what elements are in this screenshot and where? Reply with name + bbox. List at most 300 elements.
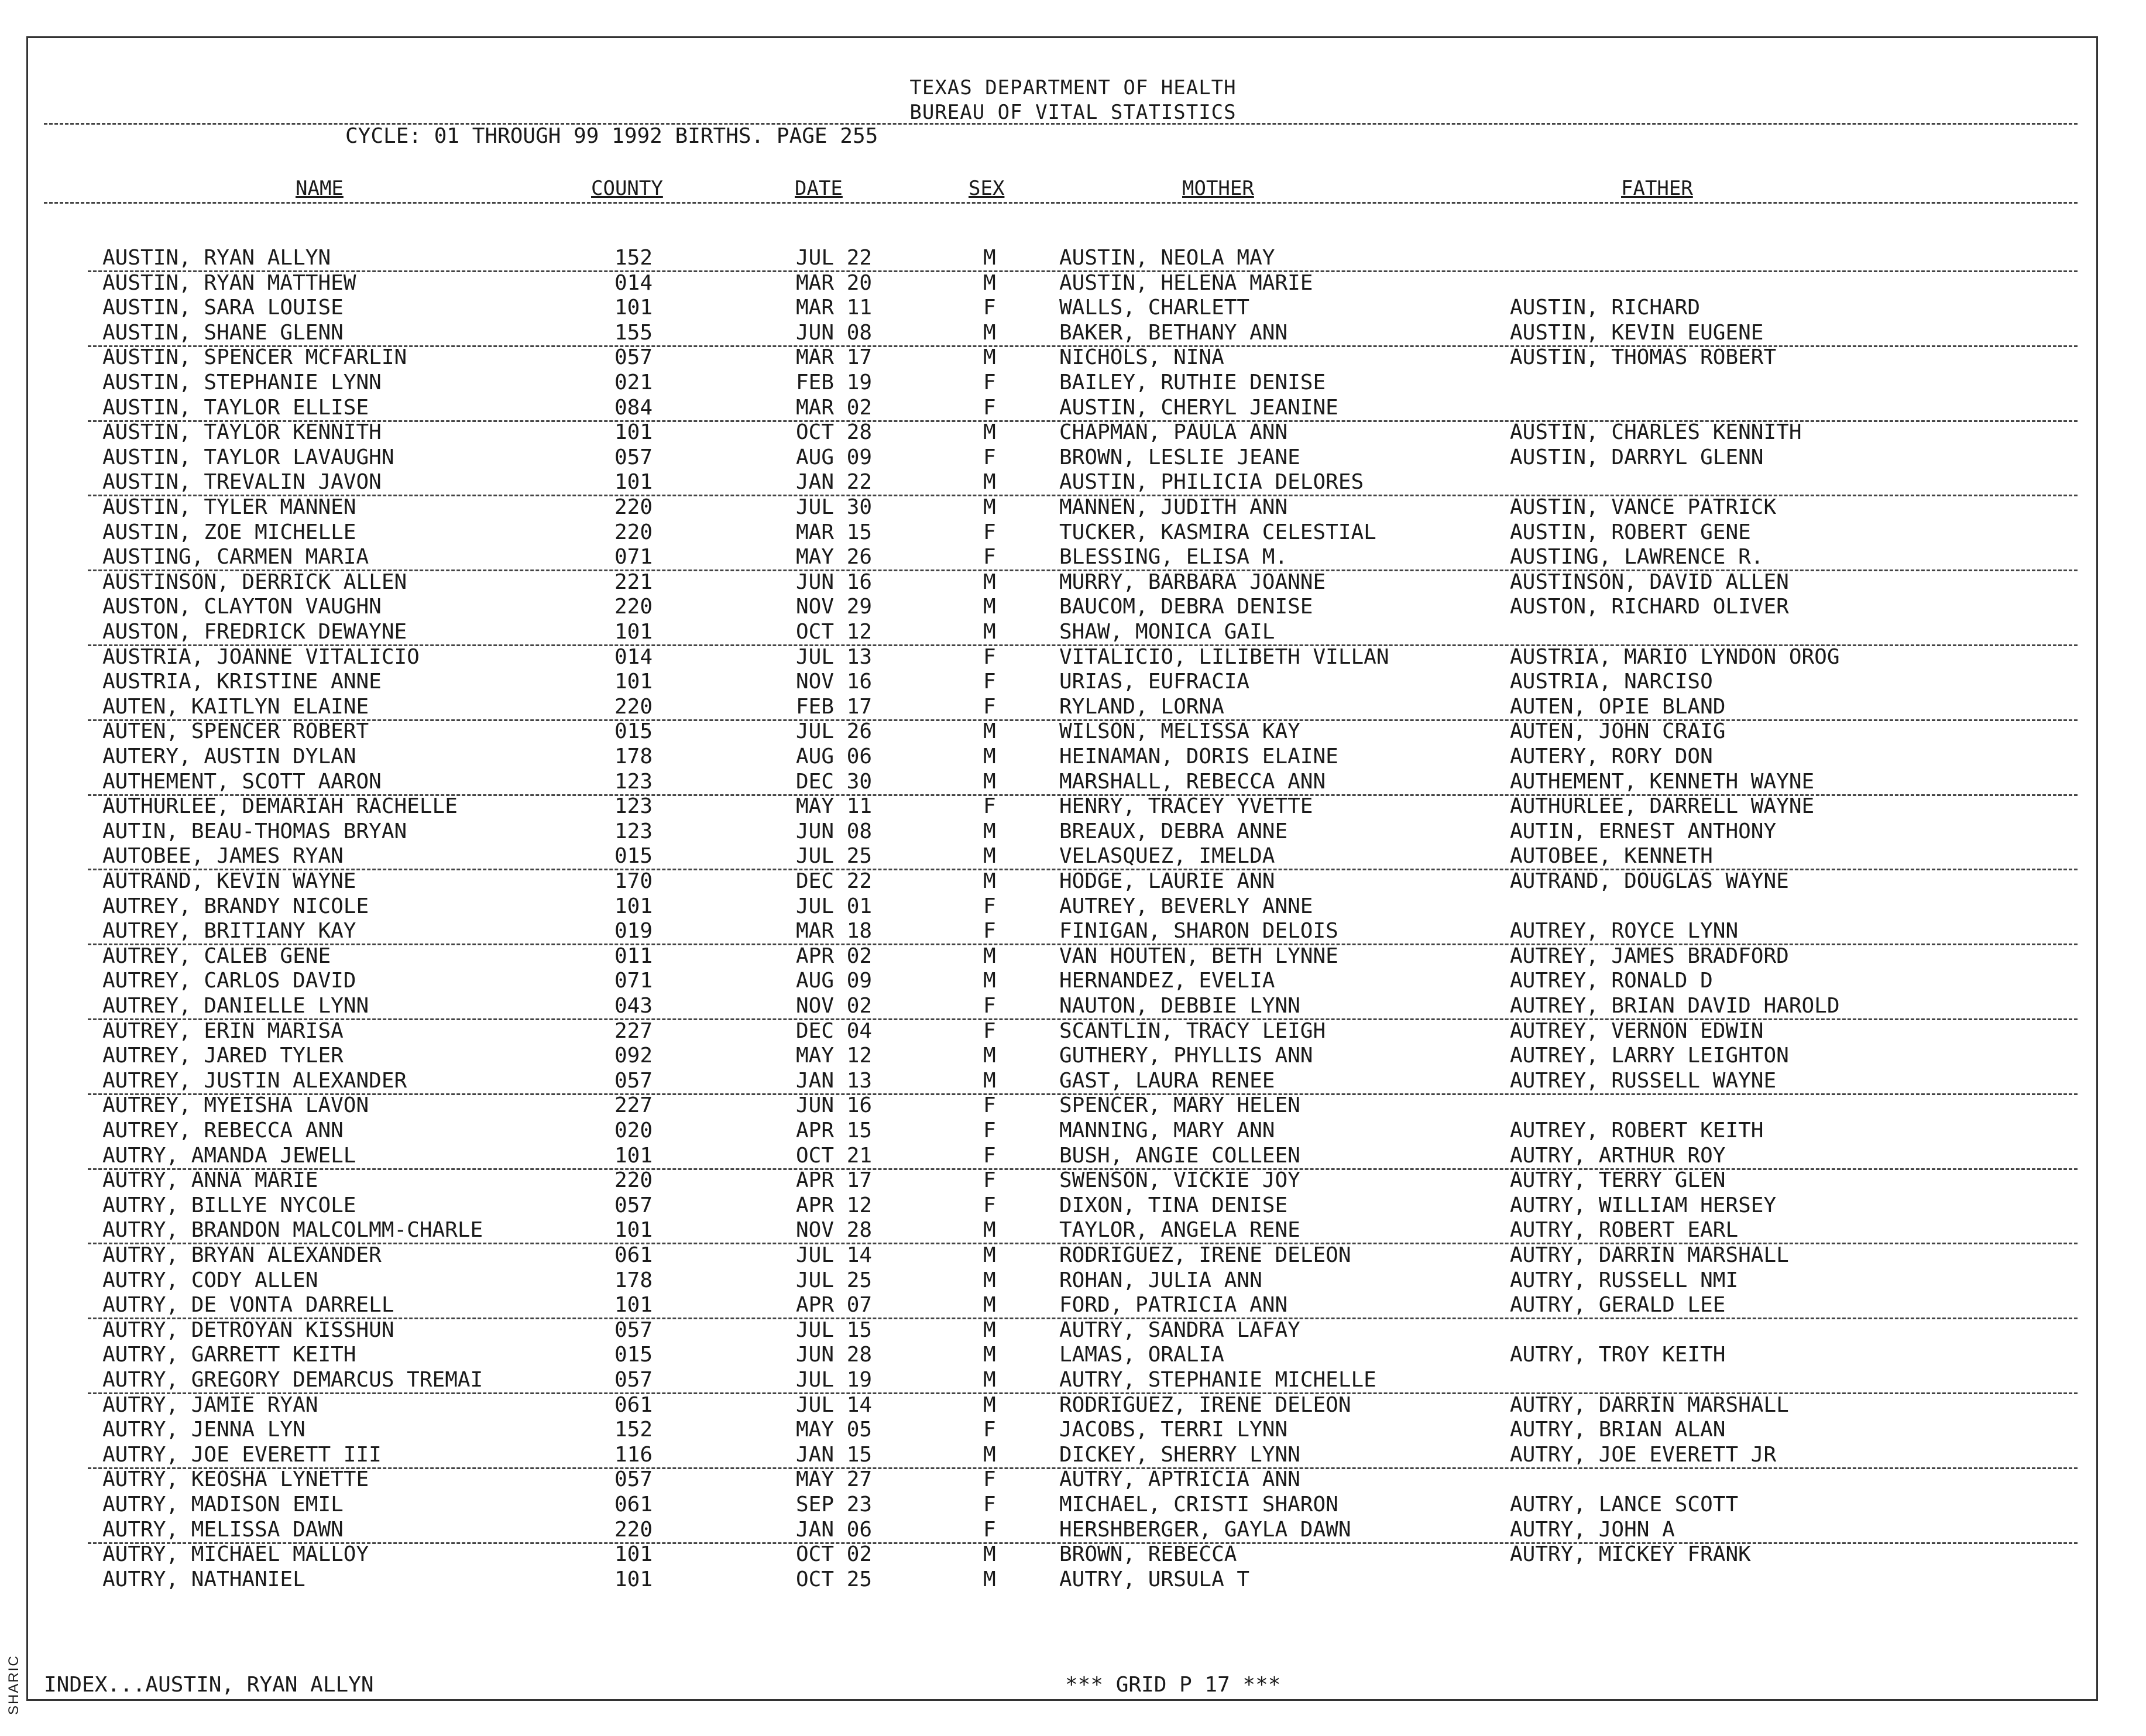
cell-name: AUSTIN, ZOE MICHELLE (102, 520, 356, 544)
cell-sex: M (983, 1044, 996, 1068)
cell-sex: M (983, 470, 996, 495)
cell-father: AUTREY, ROBERT KEITH (1510, 1119, 1764, 1143)
cell-father: AUTRY, TROY KEITH (1510, 1343, 1726, 1367)
cell-mother: JACOBS, TERRI LYNN (1059, 1418, 1288, 1442)
cell-father: AUTHEMENT, KENNETH WAYNE (1510, 769, 1815, 794)
cell-sex: M (983, 1392, 996, 1417)
cell-date: MAR 17 (796, 345, 873, 370)
table-row (88, 1443, 2078, 1469)
cell-name: AUSTIN, TREVALIN JAVON (102, 470, 382, 495)
cell-name: AUTRY, DE VONTA DARRELL (102, 1293, 394, 1318)
cell-date: JUL 19 (796, 1368, 873, 1392)
table-row (88, 745, 2078, 769)
table-row (88, 944, 2078, 969)
column-header-sex: SEX (969, 177, 1005, 200)
table-row (88, 894, 2078, 919)
cell-county: 061 (614, 1243, 653, 1267)
cell-father: AUSTIN, RICHARD (1510, 296, 1701, 320)
cell-father: AUTOBEE, KENNETH (1510, 844, 1713, 869)
cell-mother: SWENSON, VICKIE JOY (1059, 1168, 1300, 1193)
cell-sex: M (983, 719, 996, 744)
cell-county: 227 (614, 1093, 653, 1118)
cell-mother: BAILEY, RUTHIE DENISE (1059, 370, 1326, 394)
cell-father: AUSTIN, ROBERT GENE (1510, 520, 1751, 544)
cell-date: MAY 12 (796, 1044, 873, 1068)
cell-name: AUTRY, BRYAN ALEXANDER (102, 1243, 382, 1267)
cell-sex: M (983, 1218, 996, 1243)
cell-mother: CHAPMAN, PAULA ANN (1059, 420, 1288, 445)
cell-father: AUTREY, LARRY LEIGHTON (1510, 1044, 1789, 1068)
column-header-father: FATHER (1621, 177, 1693, 200)
cell-name: AUTIN, BEAU-THOMAS BRYAN (102, 819, 407, 843)
column-header-rule (44, 202, 2078, 204)
cell-father: AUTERY, RORY DON (1510, 745, 1713, 768)
cell-mother: WALLS, CHARLETT (1059, 296, 1250, 320)
cell-name: AUSTIN, RYAN MATTHEW (102, 270, 356, 295)
cell-name: AUTRY, NATHANIEL (102, 1567, 305, 1591)
cell-name: AUTRY, MADISON EMIL (102, 1493, 344, 1517)
cell-county: 071 (614, 969, 653, 993)
column-header-county: COUNTY (591, 177, 663, 200)
cell-sex: M (983, 745, 996, 768)
agency-title: TEXAS DEPARTMENT OF HEALTH (909, 76, 1237, 100)
cell-date: DEC 04 (796, 1018, 873, 1043)
cell-sex: M (983, 1343, 996, 1367)
table-row (88, 345, 2078, 370)
cell-mother: GUTHERY, PHYLLIS ANN (1059, 1044, 1313, 1068)
cell-father: AUTRY, WILLIAM HERSEY (1510, 1193, 1777, 1217)
table-row (88, 1119, 2078, 1143)
table-row (88, 1318, 2078, 1343)
cell-date: OCT 21 (796, 1143, 873, 1168)
cell-date: MAR 11 (796, 296, 873, 320)
cell-county: 015 (614, 719, 653, 744)
cell-name: AUSTIN, SARA LOUISE (102, 296, 344, 320)
table-row (88, 1493, 2078, 1517)
cell-county: 170 (614, 869, 653, 893)
cell-name: AUTRY, BILLYE NYCOLE (102, 1193, 356, 1217)
cell-sex: F (983, 1418, 996, 1442)
cell-date: APR 02 (796, 944, 873, 968)
cell-father: AUTREY, BRIAN DAVID HAROLD (1510, 994, 1840, 1018)
cell-county: 057 (614, 445, 653, 469)
cell-sex: F (983, 919, 996, 944)
cell-sex: M (983, 1368, 996, 1392)
cell-county: 057 (614, 1368, 653, 1392)
cell-name: AUTREY, BRANDY NICOLE (102, 894, 369, 918)
cell-name: AUTOBEE, JAMES RYAN (102, 844, 344, 869)
cell-mother: MANNEN, JUDITH ANN (1059, 495, 1288, 519)
cell-sex: M (983, 320, 996, 345)
cell-name: AUSTON, FREDRICK DEWAYNE (102, 620, 407, 644)
cell-name: AUSTIN, SHANE GLENN (102, 320, 344, 345)
cell-name: AUSTRIA, JOANNE VITALICIO (102, 644, 420, 669)
cell-county: 011 (614, 944, 653, 968)
cell-sex: F (983, 1119, 996, 1143)
cell-mother: GAST, LAURA RENEE (1059, 1068, 1275, 1093)
cell-date: NOV 02 (796, 994, 873, 1018)
cell-date: OCT 12 (796, 620, 873, 644)
cell-mother: MARSHALL, REBECCA ANN (1059, 769, 1326, 794)
table-row (88, 246, 2078, 272)
cell-mother: VELASQUEZ, IMELDA (1059, 844, 1275, 869)
cell-sex: F (983, 1093, 996, 1118)
table-row (88, 919, 2078, 945)
cell-date: JUL 14 (796, 1392, 873, 1417)
cell-father: AUTEN, OPIE BLAND (1510, 694, 1726, 719)
table-row (88, 1343, 2078, 1367)
cell-name: AUTRY, CODY ALLEN (102, 1268, 318, 1292)
cell-date: JUL 01 (796, 894, 873, 918)
cell-date: AUG 09 (796, 969, 873, 993)
cell-father: AUSTRIA, NARCISO (1510, 670, 1713, 694)
cell-county: 178 (614, 745, 653, 768)
table-row (88, 296, 2078, 320)
cell-name: AUTRAND, KEVIN WAYNE (102, 869, 356, 893)
cell-sex: F (983, 1493, 996, 1517)
cell-name: AUTRY, JOE EVERETT III (102, 1442, 382, 1467)
cell-county: 101 (614, 670, 653, 694)
table-row (88, 570, 2078, 595)
cell-county: 101 (614, 1567, 653, 1591)
cell-sex: F (983, 395, 996, 420)
table-row (88, 1293, 2078, 1319)
cell-mother: AUTREY, BEVERLY ANNE (1059, 894, 1313, 918)
cell-county: 084 (614, 395, 653, 420)
cell-name: AUTREY, BRITIANY KAY (102, 919, 356, 944)
table-row (88, 1168, 2078, 1193)
cell-name: AUTREY, ERIN MARISA (102, 1018, 344, 1043)
cell-name: AUTREY, JARED TYLER (102, 1044, 344, 1068)
table-row (88, 321, 2078, 347)
cell-name: AUTERY, AUSTIN DYLAN (102, 745, 356, 768)
cell-date: JUL 26 (796, 719, 873, 744)
cell-sex: M (983, 769, 996, 794)
cell-county: 220 (614, 1517, 653, 1542)
cell-mother: BAUCOM, DEBRA DENISE (1059, 595, 1313, 619)
cell-county: 015 (614, 1343, 653, 1367)
cell-mother: AUTRY, SANDRA LAFAY (1059, 1318, 1300, 1342)
cell-county: 178 (614, 1268, 653, 1292)
table-row (88, 495, 2078, 520)
cell-county: 057 (614, 1467, 653, 1492)
cell-father: AUTREY, RUSSELL WAYNE (1510, 1068, 1777, 1093)
cell-mother: NICHOLS, NINA (1059, 345, 1224, 370)
cell-name: AUTRY, MICHAEL MALLOY (102, 1542, 369, 1567)
table-row (88, 470, 2078, 496)
cell-father: AUTRY, BRIAN ALAN (1510, 1418, 1726, 1442)
cell-sex: F (983, 1143, 996, 1168)
cell-date: JAN 06 (796, 1517, 873, 1542)
cell-date: FEB 19 (796, 370, 873, 394)
cell-county: 014 (614, 270, 653, 295)
cell-sex: F (983, 1467, 996, 1492)
cell-date: MAR 20 (796, 270, 873, 295)
cell-name: AUSTING, CARMEN MARIA (102, 545, 369, 569)
table-row (88, 695, 2078, 721)
cell-date: APR 15 (796, 1119, 873, 1143)
column-header-date: DATE (795, 177, 843, 200)
cell-name: AUTREY, DANIELLE LYNN (102, 994, 369, 1018)
cell-name: AUSTIN, TYLER MANNEN (102, 495, 356, 519)
cell-sex: F (983, 1168, 996, 1193)
cell-county: 220 (614, 520, 653, 544)
table-row (88, 645, 2078, 670)
table-row (88, 1542, 2078, 1567)
cell-sex: M (983, 345, 996, 370)
cell-mother: SPENCER, MARY HELEN (1059, 1093, 1300, 1118)
table-row (88, 819, 2078, 844)
cell-mother: DIXON, TINA DENISE (1059, 1193, 1288, 1217)
cell-mother: HODGE, LAURIE ANN (1059, 869, 1275, 893)
cell-father: AUTRY, TERRY GLEN (1510, 1168, 1726, 1193)
cell-father: AUTRY, ARTHUR ROY (1510, 1143, 1726, 1168)
cell-sex: M (983, 270, 996, 295)
cell-sex: F (983, 296, 996, 320)
table-row (88, 396, 2078, 422)
table-row (88, 1268, 2078, 1293)
table-row (88, 869, 2078, 894)
cell-date: MAY 26 (796, 545, 873, 569)
cell-mother: RODRIGUEZ, IRENE DELEON (1059, 1243, 1351, 1267)
cell-father: AUSTIN, CHARLES KENNITH (1510, 420, 1802, 445)
cell-mother: MICHAEL, CRISTI SHARON (1059, 1493, 1338, 1517)
cell-date: NOV 16 (796, 670, 873, 694)
cell-name: AUTRY, AMANDA JEWELL (102, 1143, 356, 1168)
cell-sex: M (983, 1318, 996, 1342)
table-row (88, 620, 2078, 646)
cell-county: 101 (614, 1143, 653, 1168)
table-row (88, 1044, 2078, 1068)
table-row (88, 595, 2078, 619)
cell-name: AUTRY, MELISSA DAWN (102, 1517, 344, 1542)
cell-county: 101 (614, 620, 653, 644)
cell-sex: M (983, 620, 996, 644)
cell-name: AUSTINSON, DERRICK ALLEN (102, 569, 407, 594)
cell-father: AUTRY, JOE EVERETT JR (1510, 1442, 1777, 1467)
cell-sex: M (983, 969, 996, 993)
table-row (88, 1393, 2078, 1418)
cell-name: AUSTRIA, KRISTINE ANNE (102, 670, 382, 694)
table-row (88, 1093, 2078, 1118)
side-label: SHARIC (6, 1655, 22, 1715)
cell-sex: M (983, 1293, 996, 1318)
cell-date: MAY 05 (796, 1418, 873, 1442)
cell-name: AUTRY, KEOSHA LYNETTE (102, 1467, 369, 1492)
cell-date: OCT 02 (796, 1542, 873, 1567)
cell-father: AUTRY, DARRIN MARSHALL (1510, 1243, 1789, 1267)
cell-mother: BAKER, BETHANY ANN (1059, 320, 1288, 345)
cell-mother: TAYLOR, ANGELA RENE (1059, 1218, 1300, 1243)
cell-name: AUSTON, CLAYTON VAUGHN (102, 595, 382, 619)
cell-county: 227 (614, 1018, 653, 1043)
cell-father: AUSTINSON, DAVID ALLEN (1510, 569, 1789, 594)
cell-name: AUTRY, GARRETT KEITH (102, 1343, 356, 1367)
cell-name: AUSTIN, RYAN ALLYN (102, 246, 331, 270)
cell-mother: TUCKER, KASMIRA CELESTIAL (1059, 520, 1376, 544)
cell-sex: M (983, 1542, 996, 1567)
cell-date: JUN 08 (796, 819, 873, 843)
cell-father: AUTRY, MICKEY FRANK (1510, 1542, 1751, 1567)
cell-county: 057 (614, 1193, 653, 1217)
cell-mother: RYLAND, LORNA (1059, 694, 1224, 719)
cell-name: AUSTIN, TAYLOR KENNITH (102, 420, 382, 445)
table-row (88, 969, 2078, 993)
cell-date: JAN 13 (796, 1068, 873, 1093)
table-row (88, 1368, 2078, 1394)
cell-sex: F (983, 670, 996, 694)
table-row (88, 1418, 2078, 1442)
cell-sex: M (983, 944, 996, 968)
cell-mother: AUSTIN, PHILICIA DELORES (1059, 470, 1364, 495)
cell-father: AUSTRIA, MARIO LYNDON OROG (1510, 644, 1840, 669)
cell-father: AUTRY, GERALD LEE (1510, 1293, 1726, 1318)
cell-county: 057 (614, 345, 653, 370)
cell-county: 101 (614, 470, 653, 495)
cell-sex: M (983, 844, 996, 869)
cell-date: JUL 14 (796, 1243, 873, 1267)
cell-date: AUG 06 (796, 745, 873, 768)
cell-date: DEC 30 (796, 769, 873, 794)
cell-county: 021 (614, 370, 653, 394)
cell-name: AUSTIN, TAYLOR LAVAUGHN (102, 445, 394, 469)
table-row (88, 1019, 2078, 1044)
cell-sex: M (983, 1243, 996, 1267)
table-row (88, 271, 2078, 296)
cell-date: JAN 15 (796, 1442, 873, 1467)
table-row (88, 545, 2078, 571)
cell-mother: BUSH, ANGIE COLLEEN (1059, 1143, 1300, 1168)
cell-father: AUTREY, VERNON EDWIN (1510, 1018, 1764, 1043)
cell-mother: AUTRY, STEPHANIE MICHELLE (1059, 1368, 1376, 1392)
cell-date: JUL 30 (796, 495, 873, 519)
table-row (88, 1218, 2078, 1244)
cell-sex: M (983, 420, 996, 445)
cell-father: AUSTIN, DARRYL GLENN (1510, 445, 1764, 469)
bureau-title: BUREAU OF VITAL STATISTICS (909, 101, 1237, 124)
cell-mother: VITALICIO, LILIBETH VILLAN (1059, 644, 1389, 669)
cell-county: 123 (614, 794, 653, 819)
cell-mother: VAN HOUTEN, BETH LYNNE (1059, 944, 1338, 968)
cell-county: 019 (614, 919, 653, 944)
cell-date: MAR 15 (796, 520, 873, 544)
cell-father: AUTHURLEE, DARRELL WAYNE (1510, 794, 1815, 819)
cell-mother: MURRY, BARBARA JOANNE (1059, 569, 1326, 594)
cell-name: AUSTIN, STEPHANIE LYNN (102, 370, 382, 394)
cell-name: AUTHEMENT, SCOTT AARON (102, 769, 382, 794)
cell-county: 101 (614, 894, 653, 918)
cell-name: AUTREY, MYEISHA LAVON (102, 1093, 369, 1118)
cell-name: AUTREY, CARLOS DAVID (102, 969, 356, 993)
table-row (88, 420, 2078, 445)
cell-name: AUTRY, GREGORY DEMARCUS TREMAI (102, 1368, 483, 1392)
cell-father: AUTREY, RONALD D (1510, 969, 1713, 993)
cell-date: DEC 22 (796, 869, 873, 893)
cell-sex: M (983, 569, 996, 594)
cell-mother: HENRY, TRACEY YVETTE (1059, 794, 1313, 819)
cell-county: 220 (614, 694, 653, 719)
cell-sex: M (983, 1442, 996, 1467)
cell-county: 152 (614, 246, 653, 270)
table-row (88, 844, 2078, 870)
table-row (88, 994, 2078, 1020)
cell-date: JUL 15 (796, 1318, 873, 1342)
cell-mother: AUSTIN, NEOLA MAY (1059, 246, 1275, 270)
cell-date: JUL 25 (796, 1268, 873, 1292)
cell-county: 101 (614, 420, 653, 445)
cell-father: AUTREY, JAMES BRADFORD (1510, 944, 1789, 968)
cell-name: AUTEN, KAITLYN ELAINE (102, 694, 369, 719)
cell-sex: F (983, 1193, 996, 1217)
cell-sex: F (983, 1517, 996, 1542)
cell-father: AUTIN, ERNEST ANTHONY (1510, 819, 1777, 843)
cell-date: OCT 28 (796, 420, 873, 445)
cell-sex: M (983, 869, 996, 893)
cell-name: AUTREY, REBECCA ANN (102, 1119, 344, 1143)
cell-father: AUSTON, RICHARD OLIVER (1510, 595, 1789, 619)
cell-county: 155 (614, 320, 653, 345)
cell-mother: HERNANDEZ, EVELIA (1059, 969, 1275, 993)
cell-name: AUTRY, DETROYAN KISSHUN (102, 1318, 394, 1342)
cell-name: AUTEN, SPENCER ROBERT (102, 719, 369, 744)
cell-county: 061 (614, 1493, 653, 1517)
table-row (88, 1567, 2078, 1592)
cell-county: 101 (614, 1293, 653, 1318)
cell-sex: F (983, 520, 996, 544)
cell-mother: BLESSING, ELISA M. (1059, 545, 1288, 569)
cell-county: 101 (614, 296, 653, 320)
cell-sex: F (983, 694, 996, 719)
table-row (88, 1144, 2078, 1170)
cell-date: MAR 18 (796, 919, 873, 944)
cell-mother: AUSTIN, CHERYL JEANINE (1059, 395, 1338, 420)
cell-mother: AUSTIN, HELENA MARIE (1059, 270, 1313, 295)
cell-county: 152 (614, 1418, 653, 1442)
cell-father: AUTRY, RUSSELL NMI (1510, 1268, 1739, 1292)
cell-sex: M (983, 1268, 996, 1292)
table-row (88, 1467, 2078, 1492)
table-row (88, 1518, 2078, 1544)
cell-father: AUTRY, ROBERT EARL (1510, 1218, 1739, 1243)
cell-father: AUSTING, LAWRENCE R. (1510, 545, 1764, 569)
cell-county: 071 (614, 545, 653, 569)
cell-sex: M (983, 495, 996, 519)
cell-sex: M (983, 1068, 996, 1093)
cell-date: MAY 11 (796, 794, 873, 819)
cell-name: AUSTIN, SPENCER MCFARLIN (102, 345, 407, 370)
cell-father: AUSTIN, VANCE PATRICK (1510, 495, 1777, 519)
cell-date: AUG 09 (796, 445, 873, 469)
table-row (88, 719, 2078, 744)
cell-father: AUTEN, JOHN CRAIG (1510, 719, 1726, 744)
cell-name: AUTRY, BRANDON MALCOLMM-CHARLE (102, 1218, 483, 1243)
column-header-name: NAME (296, 177, 344, 200)
cell-county: 123 (614, 769, 653, 794)
cell-mother: SCANTLIN, TRACY LEIGH (1059, 1018, 1326, 1043)
cell-mother: URIAS, EUFRACIA (1059, 670, 1250, 694)
cell-mother: AUTRY, APTRICIA ANN (1059, 1467, 1300, 1492)
cell-date: JUL 22 (796, 246, 873, 270)
cell-sex: F (983, 644, 996, 669)
cell-name: AUSTIN, TAYLOR ELLISE (102, 395, 369, 420)
cell-date: NOV 28 (796, 1218, 873, 1243)
cell-name: AUTRY, JAMIE RYAN (102, 1392, 318, 1417)
table-row (88, 520, 2078, 545)
cell-county: 101 (614, 1218, 653, 1243)
cell-father: AUTRY, JOHN A (1510, 1517, 1675, 1542)
grid-footer: *** GRID P 17 *** (1065, 1673, 1281, 1697)
cell-mother: FORD, PATRICIA ANN (1059, 1293, 1288, 1318)
